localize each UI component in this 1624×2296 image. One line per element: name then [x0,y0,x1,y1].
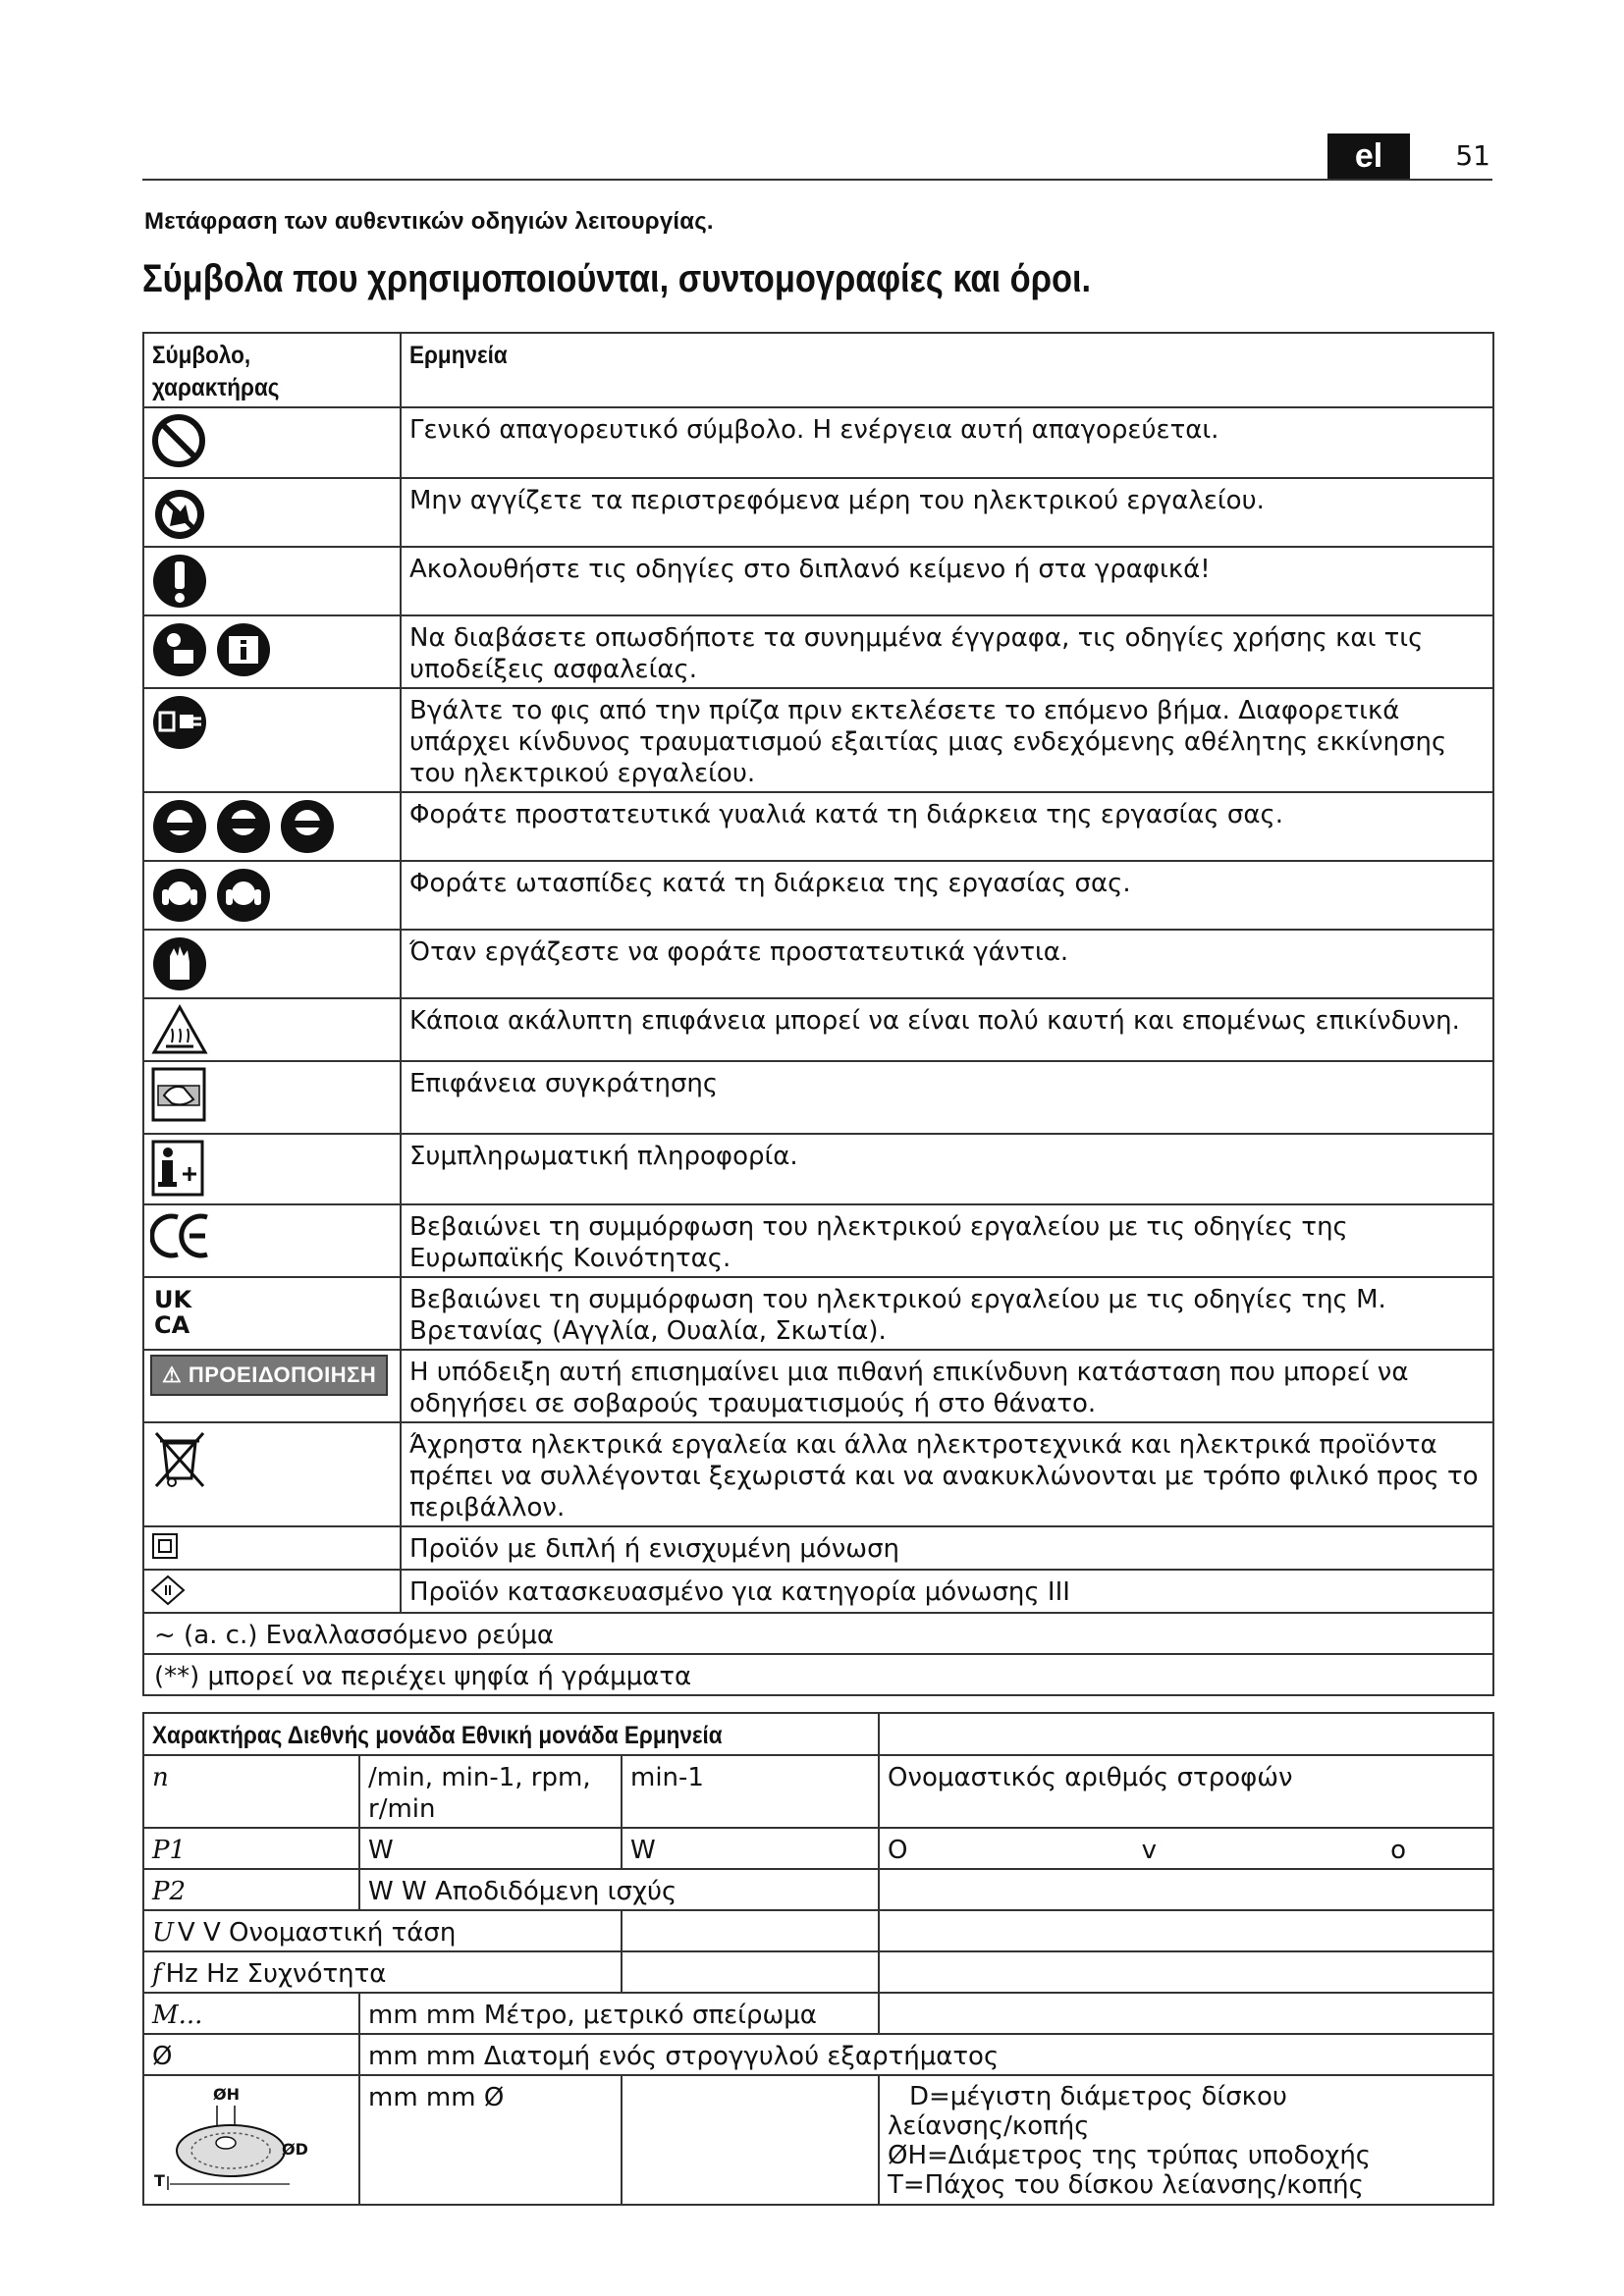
symbol-cell [143,547,401,615]
meaning-cell [401,1526,1493,1570]
cell [143,1869,359,1910]
cell [143,1910,622,1951]
meaning-cell [401,1204,1493,1277]
symbol-f: f [152,1959,162,1989]
symbol-p1: P1 [152,1836,187,1865]
cell [879,1828,1493,1869]
symbol-n: n [152,1763,169,1792]
cell [622,1910,879,1951]
meaning-cell [401,1422,1493,1526]
cell [359,1869,879,1910]
meaning-cell [401,1061,1493,1134]
hot-surface-icon [150,1003,209,1056]
unplug-icon [150,693,209,752]
cell [622,1755,879,1828]
symbol-cell [143,861,401,930]
table-row [143,1869,1493,1910]
meaning-text: Να διαβάσετε οπωσδήποτε τα συνημμένα έγγραφα, τις οδηγίες χρήσης και τις υποδείξεις ασφαλείας. [409,623,1424,684]
span-cell [143,1613,1493,1654]
cell [879,1755,1493,1828]
language-badge: el [1327,133,1410,179]
table-row [143,1422,1493,1526]
symbol-cell [143,1350,401,1422]
symbol-cell [143,1134,401,1204]
page-number: 51 [1455,139,1490,172]
meaning-cell [401,478,1493,547]
table-row [143,998,1493,1061]
merged-text: Hz Hz Συχνότητα [165,1959,387,1989]
no-touch-rotating-icon [150,483,209,542]
cell [359,1755,622,1828]
ear-protection-icon [150,866,278,925]
page-title: Σύμβολα που χρησιμοποιούνται, συντομογραφίες και όροι. [142,257,1092,300]
table-row [143,547,1493,615]
meaning-cell [401,998,1493,1061]
meaning-text: Κάποια ακάλυπτη επιφάνεια μπορεί να είναι πολύ καυτή και επομένως επικίνδυνη. [409,1006,1460,1036]
symbol-cell [143,792,401,861]
merged-text: mm mm Μέτρο, μετρικό σπείρωμα [368,2001,817,2030]
meaning-fragment: o [1390,1836,1406,1865]
weee-bin-icon [150,1427,209,1492]
symbols-table [142,332,1494,1696]
table-row [143,688,1493,792]
diagram-label-od: ØD [282,2140,308,2159]
symbol-cell [143,688,401,792]
cell [879,1869,1493,1910]
table-row [143,1277,1493,1350]
cell [143,1951,622,1993]
prohibition-icon [150,412,207,469]
cell [622,2075,879,2205]
table-header-row [143,333,1493,407]
meaning: Ονομαστικός αριθμός στροφών [888,1763,1293,1792]
header-rule [142,179,1492,181]
cell [143,1828,359,1869]
meaning-text: Βεβαιώνει τη συμμόρφωση του ηλεκτρικού εργαλείου με τις οδηγίες της Ευρωπαϊκής Κοινότητας. [409,1212,1348,1273]
header-cell-empty [879,1713,1493,1755]
double-insulation-icon [150,1531,180,1561]
intl-unit: W [368,1836,394,1865]
disc-note-t: T=Πάχος του δίσκου λείανσης/κοπής [888,2170,1364,2200]
cell [622,1951,879,1993]
table-row [143,930,1493,998]
cell [143,1993,359,2034]
meaning-fragment: O [888,1836,908,1865]
units-table [142,1712,1494,2206]
meaning-text: Φοράτε ωτασπίδες κατά τη διάρκεια της εργασίας σας. [409,869,1131,898]
diagram-label-oh: ØH [213,2085,240,2104]
cell [359,1828,622,1869]
meaning-text: Φοράτε προστατευτικά γυαλιά κατά τη διάρκεια της εργασίας σας. [409,800,1284,829]
meaning-text: Συμπληρωματική πληροφορία. [409,1142,798,1171]
table-header-row [143,1713,1493,1755]
table-row [143,1951,1493,1993]
meaning-text: Επιφάνεια συγκράτησης [409,1069,719,1098]
meaning-cell [401,792,1493,861]
table-row [143,478,1493,547]
table-row [143,1654,1493,1695]
symbol-cell [143,930,401,998]
symbol-cell [143,407,401,478]
exclamation-icon [150,552,209,611]
intl-unit: mm mm Ø [368,2083,505,2112]
gloves-icon [150,934,209,993]
national-unit: W [630,1836,656,1865]
symbol-cell [143,998,401,1061]
span-cell [143,1654,1493,1695]
meaning-text: Ακολουθήστε τις οδηγίες στο διπλανό κείμενο ή στα γραφικά! [409,555,1211,584]
warning-badge-label: ΠΡΟΕΙΔΟΠΟΙΗΣΗ [188,1362,377,1387]
table-row [143,792,1493,861]
ce-mark-icon [150,1209,213,1262]
table-row [143,1613,1493,1654]
safety-goggles-icon [150,797,337,856]
merged-text: V V Ονομαστική τάση [177,1918,457,1948]
symbol-u: U [152,1918,174,1948]
table-row [143,1570,1493,1613]
table-row [143,407,1493,478]
disc-dimensions-diagram [152,2082,319,2198]
table-row [143,1828,1493,1869]
table-row [143,1910,1493,1951]
units-header-label: Χαρακτήρας Διεθνής μονάδα Εθνική μονάδα Ερμηνεία [152,1722,723,1749]
cell [879,2075,1493,2205]
meaning-cell [401,1570,1493,1613]
table-row [143,2034,1493,2075]
meaning-cell [401,688,1493,792]
svg-text:UK: UK [154,1286,192,1313]
symbol-cell [143,1277,401,1350]
cell [143,2075,359,2205]
symbol-cell [143,1204,401,1277]
cell [143,2034,359,2075]
intl-unit: /min, min-1, rpm, r/min [368,1763,591,1824]
symbol-cell [143,478,401,547]
disc-note-d-cont: λείανσης/κοπής [888,2111,1090,2141]
disc-note-d: D=μέγιστη διάμετρος δίσκου [909,2082,1287,2111]
meaning-text: Προϊόν κατασκευασμένο για κατηγορία μόνωσης III [409,1577,1070,1607]
meaning-cell [401,1134,1493,1204]
table-row [143,1350,1493,1422]
table-row [143,861,1493,930]
symbol-p2: P2 [152,1877,187,1906]
symbol-cell [143,1061,401,1134]
table-row [143,2075,1493,2205]
merged-text: W W Αποδιδόμενη ισχύς [368,1877,677,1906]
table-row [143,1061,1493,1134]
symbol-cell [143,1570,401,1613]
meaning-text: Μην αγγίζετε τα περιστρεφόμενα μέρη του ηλεκτρικού εργαλείου. [409,486,1265,515]
disc-note-oh: ØH=Διάμετρος της τρύπας υποδοχής [888,2141,1372,2170]
svg-text:CA: CA [154,1311,190,1339]
symbol-m: M... [152,2001,203,2030]
digits-letters-note: (**) μπορεί να περιέχει ψηφία ή γράμματα [154,1662,692,1691]
warning-badge [150,1355,388,1396]
grip-surface-icon [150,1066,207,1123]
header-meaning-label: Ερμηνεία [409,342,508,369]
meaning-text: Προϊόν με διπλή ή ενισχυμένη μόνωση [409,1534,900,1564]
diagram-label-t: T [154,2171,165,2190]
header-cell [143,1713,879,1755]
national-unit: min-1 [630,1763,704,1792]
meaning-text: Η υπόδειξη αυτή επισημαίνει μια πιθανή επικίνδυνη κατάσταση που μπορεί να οδηγήσει σε σοβαρούς τραυματισμούς ή στο θάνατο. [409,1358,1409,1418]
meaning-text: Όταν εργάζεστε να φοράτε προστατευτικά γάντια. [409,937,1069,967]
meaning-text: Γενικό απαγορευτικό σύμβολο. Η ενέργεια αυτή απαγορεύεται. [409,415,1219,445]
cell [359,1993,879,2034]
meaning-cell [401,547,1493,615]
meaning-cell [401,407,1493,478]
read-manual-icon [150,620,278,679]
table-row [143,1526,1493,1570]
table-row [143,615,1493,688]
header-symbol-label: Σύμβολο, χαρακτήρας [152,342,280,401]
meaning-cell [401,1277,1493,1350]
header-cell-meaning [401,333,1493,407]
warning-triangle-icon: ⚠ [162,1362,183,1387]
header-cell-symbol [143,333,401,407]
ukca-mark-icon [150,1282,199,1339]
symbol-diameter: Ø [152,2042,173,2071]
table-row [143,1993,1493,2034]
meaning-cell [401,1350,1493,1422]
meaning-cell [401,930,1493,998]
info-icon [150,1139,207,1198]
class-iii-icon [150,1575,186,1606]
meaning-cell [401,615,1493,688]
meaning-text: Βεβαιώνει τη συμμόρφωση του ηλεκτρικού εργαλείου με τις οδηγίες της Μ. Βρετανίας (Αγγλία, Ουαλία, Σκωτία). [409,1285,1386,1346]
symbol-cell [143,615,401,688]
translation-note: Μετάφραση των αυθεντικών οδηγιών λειτουργίας. [144,208,714,235]
table-row [143,1134,1493,1204]
cell [359,2034,1493,2075]
cell [879,1910,1493,1951]
cell [143,1755,359,1828]
cell [622,1828,879,1869]
cell [879,1993,1493,2034]
cell [359,2075,622,2205]
table-row [143,1204,1493,1277]
table-row [143,1755,1493,1828]
meaning-fragment: v [1141,1836,1157,1865]
meaning-text: Άχρηστα ηλεκτρικά εργαλεία και άλλα ηλεκτροτεχνικά και ηλεκτρικά προϊόντα πρέπει να συλλέγονται ξεχωριστά και να ανακυκλώνονται με τρόπο φιλικό προς το περιβάλλον. [409,1430,1479,1522]
merged-text: mm mm Διατομή ενός στρογγυλού εξαρτήματος [368,2042,1000,2071]
meaning-cell [401,861,1493,930]
meaning-text: Βγάλτε το φις από την πρίζα πριν εκτελέσετε το επόμενο βήμα. Διαφορετικά υπάρχει κίνδυνος τραυματισμού εξαιτίας μιας ενδεχόμενης αθέλητης εκκίνησης του ηλεκτρικού εργαλείου. [409,696,1447,788]
symbol-cell [143,1526,401,1570]
alternating-current-note: ~ (a. c.) Εναλλασσόμενο ρεύμα [154,1621,555,1650]
cell [879,1951,1493,1993]
symbol-cell [143,1422,401,1526]
